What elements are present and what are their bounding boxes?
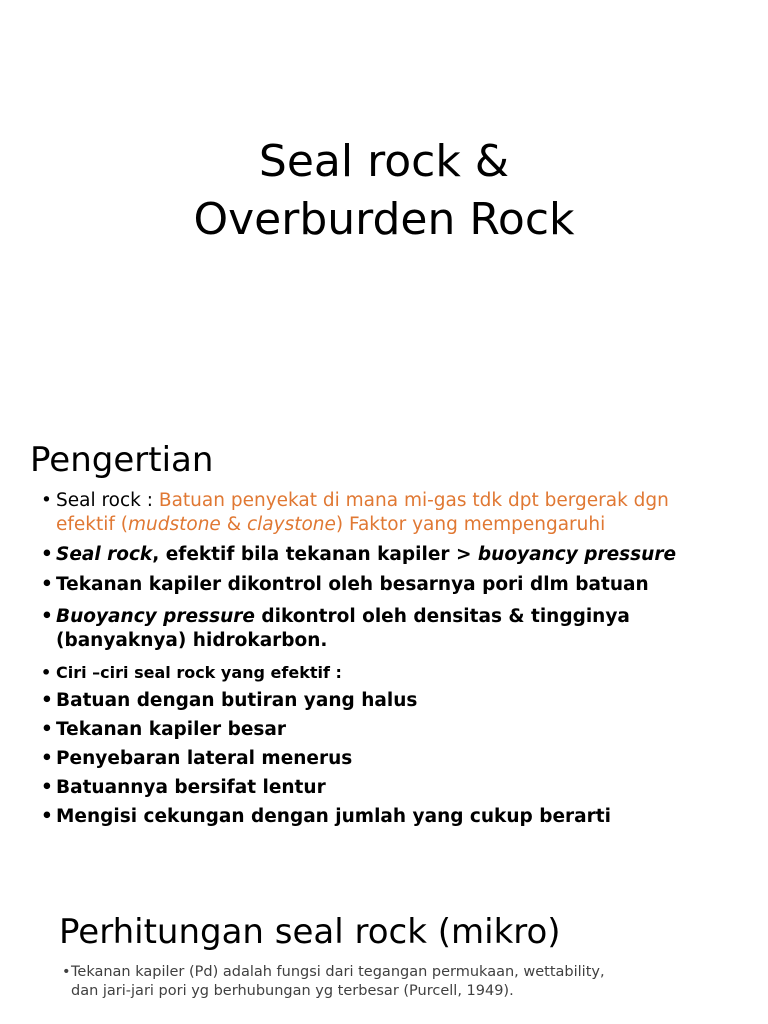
list-item: • Batuan dengan butiran yang halus <box>41 689 759 713</box>
bullet-text: Tekanan kapiler (Pd) adalah fungsi dari tegangan permukaan, wettability, <box>71 964 605 980</box>
bullet-text: , efektif bila tekanan kapiler > <box>152 544 478 565</box>
slide-title-line-2: Overburden Rock <box>193 194 575 246</box>
section-heading-pengertian: Pengertian <box>30 440 214 480</box>
mudstone-term: mudstone <box>128 514 221 535</box>
list-item: • Penyebaran lateral menerus <box>41 747 759 771</box>
list-item <box>41 543 759 567</box>
list-item: • Mengisi cekungan dengan jumlah yang cukup berarti <box>41 805 759 829</box>
list-item: • Tekanan kapiler dikontrol oleh besarnya pori dlm batuan <box>41 573 759 597</box>
slide-title <box>0 133 768 249</box>
list-item <box>41 489 759 537</box>
pengertian-bullet-list <box>41 489 759 829</box>
seal-rock-italic: Seal rock <box>56 544 153 565</box>
term-separator: : <box>140 490 159 511</box>
ampersand: & <box>220 514 247 535</box>
list-item <box>41 605 759 653</box>
bullet-text-cont: dan jari-jari pori yg berhubungan yg terbesar (Purcell, 1949). <box>71 983 514 999</box>
buoyancy-italic: Buoyancy pressure <box>56 606 255 627</box>
list-item: • Tekanan kapiler besar <box>41 718 759 742</box>
bullet-text-cont: (banyaknya) hidrokarbon. <box>56 630 328 651</box>
list-item: • Batuannya bersifat lentur <box>41 776 759 800</box>
buoyancy-italic: buoyancy pressure <box>477 544 676 565</box>
list-item <box>62 963 752 1001</box>
definition-text-end: ) Faktor yang mempengaruhi <box>335 514 606 535</box>
bullet-text: dikontrol oleh densitas & tingginya <box>254 606 630 627</box>
slide-title-line-1: Seal rock & <box>258 136 510 188</box>
list-item: • Ciri –ciri seal rock yang efektif : <box>41 661 759 685</box>
claystone-term: claystone <box>247 514 336 535</box>
section-heading-perhitungan: Perhitungan seal rock (mikro) <box>59 912 561 952</box>
seal-rock-term: Seal rock <box>56 490 141 511</box>
definition-text: Batuan penyekat di mana mi-gas tdk dpt bergerak dgn <box>158 490 669 511</box>
definition-text-cont: efektif ( <box>56 514 128 535</box>
perhitungan-bullet-list <box>62 963 752 1001</box>
